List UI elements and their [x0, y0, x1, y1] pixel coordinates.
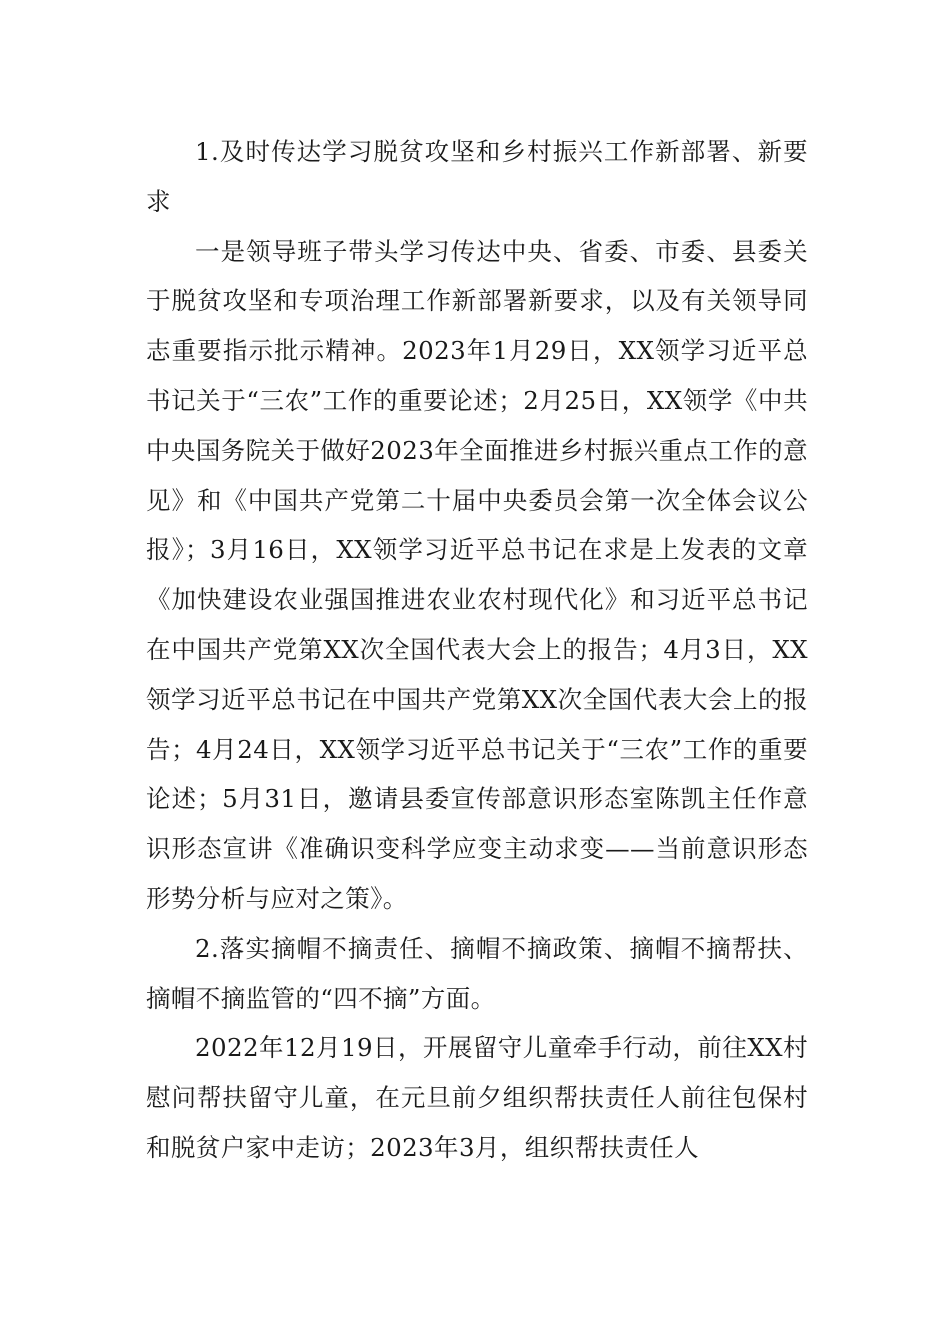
section-heading-2: 2.落实摘帽不摘责任、摘帽不摘政策、摘帽不摘帮扶、摘帽不摘监管的“四不摘”方面。 — [146, 933, 808, 1013]
document-body — [146, 127, 808, 1173]
body-paragraph-visits: 2022年12月19日，开展留守儿童牵手行动，前往XX村慰问帮扶留守儿童，在元旦前夕组织帮扶责任人前往包保村和脱贫户家中走访；2023年3月，组织帮扶责任人 — [146, 1033, 808, 1162]
section-heading-1: 1.及时传达学习脱贫攻坚和乡村振兴工作新部署、新要求 — [146, 137, 808, 216]
body-paragraph-study: 一是领导班子带头学习传达中央、省委、市委、县委关于脱贫攻坚和专项治理工作新部署新要求，以及有关领导同志重要指示批示精神。2023年1月29日，XX领学习近平总书记关于“三农”工作的重要论述；2月25日，XX领学《中共中央国务院关于做好2023年全面推进乡村振兴重点工作的意见》和《中国共产党第二十届中央委员会第一次全体会议公报》；3月16日，XX领学习近平总书记在求是上发表的文章《加快建设农业强国推进农业农村现代化》和习近平总书记在中国共产党第XX次全国代表大会上的报告；4月3日，XX领学习近平总书记在中国共产党第XX次全国代表大会上的报告；4月24日，XX领学习近平总书记关于“三农”工作的重要论述；5月31日，邀请县委宣传部意识形态室陈凯主任作意识形态宣讲《准确识变科学应变主动求变——当前意识形态形势分析与应对之策》。 — [146, 236, 808, 913]
